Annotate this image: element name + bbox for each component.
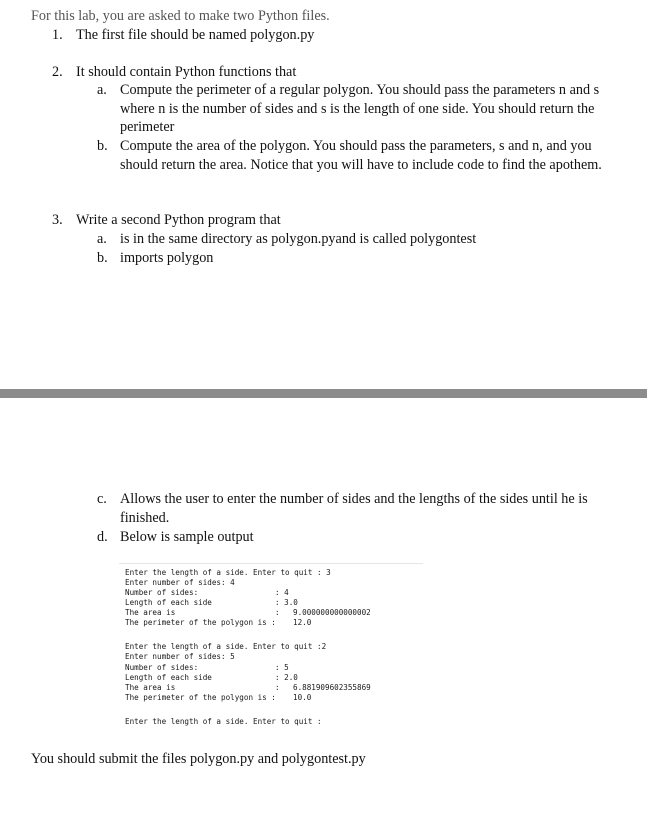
console-text: : 2.0 bbox=[275, 673, 298, 682]
item-3c-letter: c. bbox=[97, 491, 107, 507]
item-3b-text: imports polygon bbox=[120, 250, 214, 266]
item-1-text: The first file should be named polygon.py bbox=[76, 27, 315, 43]
console-text: Number of sides: bbox=[125, 588, 199, 597]
console-text: : bbox=[275, 683, 280, 692]
console-text: 12.0 bbox=[293, 618, 312, 627]
console-text: 9.000000000000002 bbox=[293, 608, 371, 617]
intro-text: For this lab, you are asked to make two Python files. bbox=[31, 8, 330, 24]
console-text: Length of each side bbox=[125, 673, 212, 682]
item-2a-letter: a. bbox=[97, 82, 107, 98]
console-text: Enter the length of a side. Enter to quit :2 bbox=[125, 642, 327, 651]
item-3d-letter: d. bbox=[97, 529, 108, 545]
console-text: Number of sides: bbox=[125, 663, 199, 672]
console-text: Enter number of sides: 5 bbox=[125, 652, 235, 661]
console-text: The perimeter of the polygon is : bbox=[125, 693, 276, 702]
console-text: 6.881909602355869 bbox=[293, 683, 371, 692]
console-text: Length of each side bbox=[125, 598, 212, 607]
item-2a-text: Compute the perimeter of a regular polygon. You should pass the parameters n and s where n is the number of sides and s is the length of one side. You should return the perimeter bbox=[120, 82, 600, 135]
item-2b-letter: b. bbox=[97, 138, 108, 154]
console-text: 10.0 bbox=[293, 693, 312, 702]
item-2b-text: Compute the area of the polygon. You should pass the parameters, s and n, and you should return the area. Notice that you will have to include code to find the apothem. bbox=[120, 138, 602, 173]
console-text: : 3.0 bbox=[275, 598, 298, 607]
sample-output-screenshot bbox=[119, 563, 423, 734]
console-text: : 4 bbox=[275, 588, 289, 597]
console-text: Enter number of sides: 4 bbox=[125, 578, 235, 587]
item-3-number: 3. bbox=[52, 212, 63, 228]
console-text: The area is bbox=[125, 608, 176, 617]
console-text: : 5 bbox=[275, 663, 289, 672]
item-3b-letter: b. bbox=[97, 250, 108, 266]
console-text: Enter the length of a side. Enter to quit : 3 bbox=[125, 568, 331, 577]
item-3c-text: Allows the user to enter the number of sides and the lengths of the sides until he is finished. bbox=[120, 491, 588, 526]
item-1-number: 1. bbox=[52, 27, 63, 43]
page-break-divider bbox=[0, 389, 647, 398]
item-3a-letter: a. bbox=[97, 231, 107, 247]
console-text: The area is bbox=[125, 683, 176, 692]
item-3-text: Write a second Python program that bbox=[76, 212, 281, 228]
console-text: : bbox=[275, 608, 280, 617]
submission-note: You should submit the files polygon.py and polygontest.py bbox=[31, 751, 366, 767]
console-text: Enter the length of a side. Enter to quit : bbox=[125, 717, 322, 726]
console-text: The perimeter of the polygon is : bbox=[125, 618, 276, 627]
item-3a-text: is in the same directory as polygon.pyand is called polygontest bbox=[120, 231, 477, 247]
item-2-text: It should contain Python functions that bbox=[76, 64, 297, 80]
item-3d-text: Below is sample output bbox=[120, 529, 254, 545]
item-2-number: 2. bbox=[52, 64, 63, 80]
